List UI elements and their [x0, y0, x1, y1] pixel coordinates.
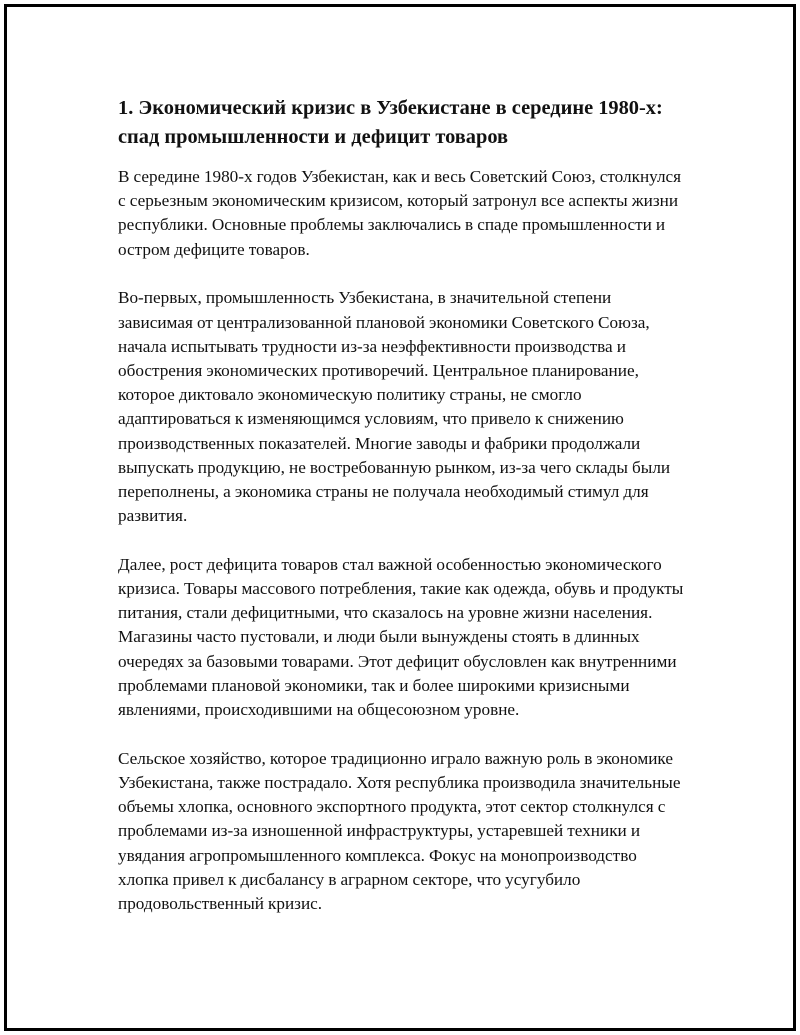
paragraph-shortage: Далее, рост дефицита товаров стал важной особенностью экономического кризиса. Товары массового потребления, такие как одежда, обувь и продукты питания, стали дефицитными, что сказалось на уровне жизни населения. Магазины часто пустовали, и люди были вынуждены стоять в длинных очередях за базовыми товарами. Этот дефицит обусловлен как внутренними проблемами плановой экономики, так и более широкими кризисными явлениями, происходившими на общесоюзном уровне.: [118, 554, 684, 720]
paragraph-industry: Во-первых, промышленность Узбекистана, в значительной степени зависимая от централизованной плановой экономики Советского Союза, начала испытывать трудности из-за неэффективности производства и обострения экономических противоречий. Центральное планирование, которое диктовало экономическую политику страны, не смогло адаптироваться к изменяющимся условиям, что привело к снижению производственных показателей. Многие заводы и фабрики продолжали выпускать продукцию, не востребованную рынком, из-за чего склады были переполнены, а экономика страны не получала необходимый стимул для развития.: [118, 288, 671, 526]
document-title: 1. Экономический кризис в Узбекистане в середине 1980-х: спад промышленности и дефицит товаров: [118, 97, 663, 148]
paragraph-agriculture: Сельское хозяйство, которое традиционно играло важную роль в экономике Узбекистана, также пострадало. Хотя республика производила значительные объемы хлопка, основного экспортного продукта, этот сектор столкнулся с проблемами из-за изношенной инфраструктуры, устаревшей техники и увядания агропромышленного комплекса. Фокус на монопроизводство хлопка привел к дисбалансу в аграрном секторе, что усугубило продовольственный кризис.: [118, 748, 681, 913]
document-body: [118, 94, 684, 941]
paragraph-intro: В середине 1980-х годов Узбекистан, как и весь Советский Союз, столкнулся с серьезным экономическим кризисом, который затронул все аспекты жизни республики. Основные проблемы заключались в спаде промышленности и остром дефиците товаров.: [118, 167, 682, 259]
